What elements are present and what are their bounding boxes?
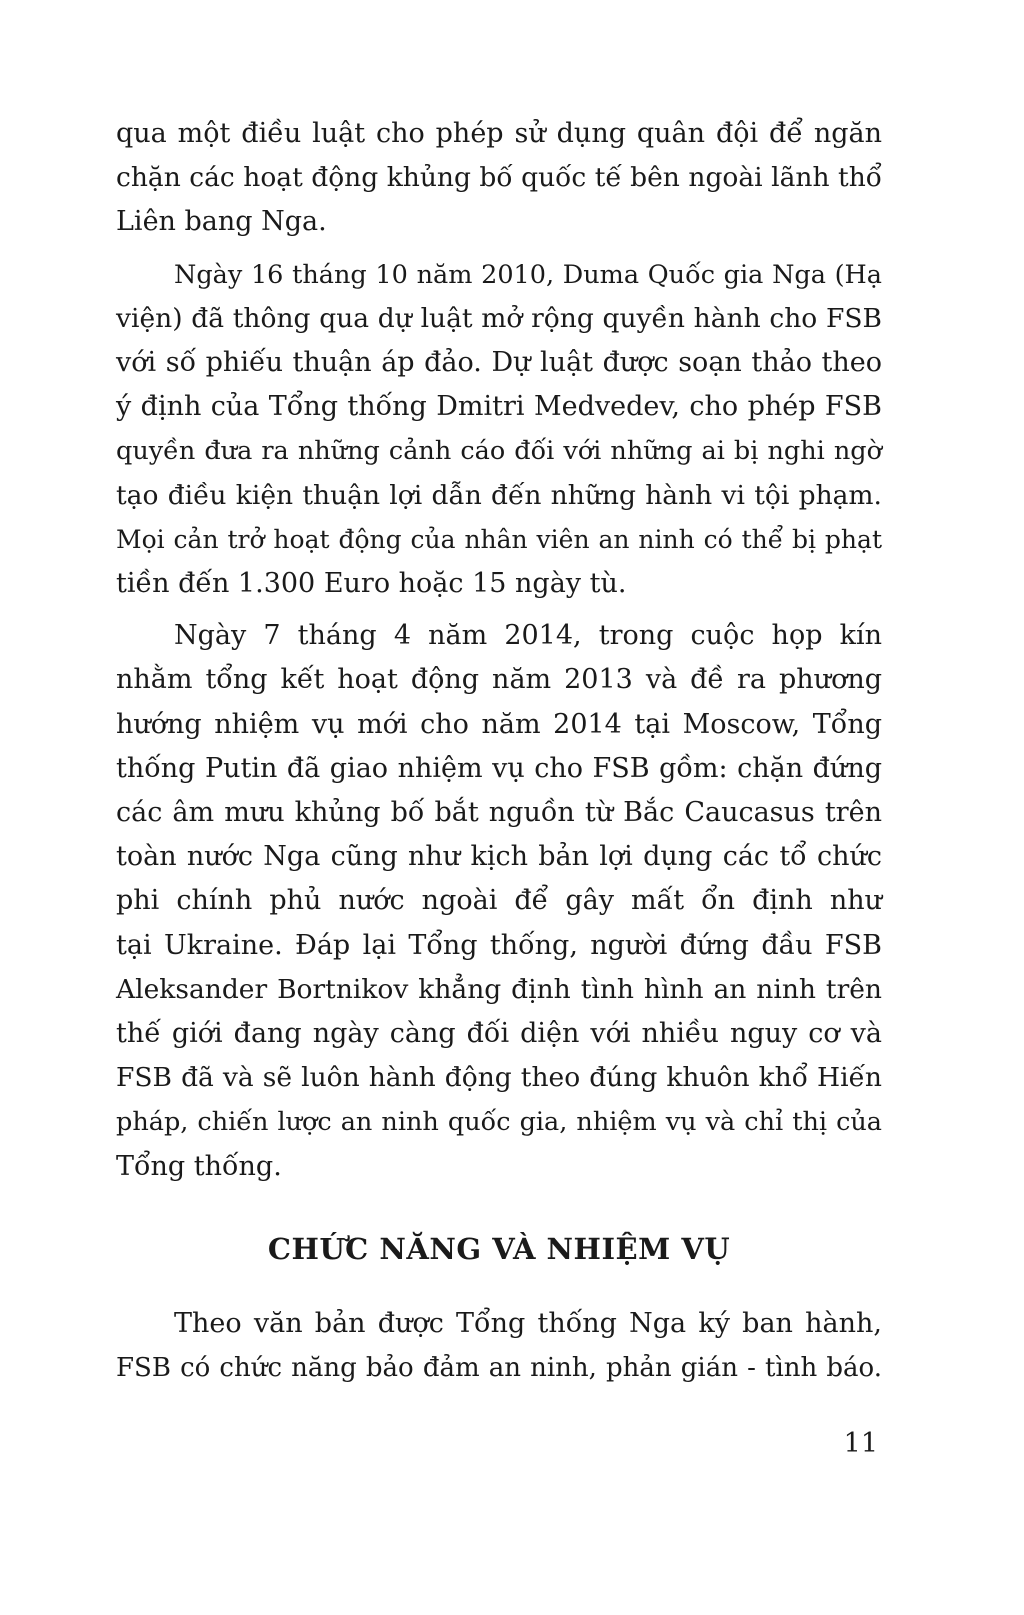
paragraph-1 [116, 112, 882, 245]
text-line: tại Ukraine. Đáp lại Tổng thống, người đứng đầu FSB [116, 929, 882, 961]
text-line: hướng nhiệm vụ mới cho năm 2014 tại Moscow, Tổng [116, 708, 882, 740]
text-line: Ngày 7 tháng 4 năm 2014, trong cuộc họp kín [174, 620, 882, 652]
text-line: Liên bang Nga. [116, 206, 327, 238]
text-line: quyền đưa ra những cảnh cáo đối với những ai bị nghi ngờ [116, 436, 882, 467]
text-line: viện) đã thông qua dự luật mở rộng quyền hành cho FSB [116, 302, 882, 334]
text-line: ý định của Tổng thống Dmitri Medvedev, cho phép FSB [116, 391, 882, 423]
text-line: Theo văn bản được Tổng thống Nga ký ban hành, [174, 1308, 882, 1339]
text-line: FSB đã và sẽ luôn hành động theo đúng khuôn khổ Hiến [116, 1062, 882, 1094]
text-line: Aleksander Bortnikov khẳng định tình hình an ninh trên [116, 973, 882, 1005]
text-line: qua một điều luật cho phép sử dụng quân đội để ngăn [116, 118, 882, 149]
text-line: FSB có chức năng bảo đảm an ninh, phản gián - tình báo. [116, 1353, 882, 1384]
text-line: tạo điều kiện thuận lợi dẫn đến những hành vi tội phạm. [116, 479, 882, 511]
paragraph-2 [116, 253, 882, 607]
text-line: toàn nước Nga cũng như kịch bản lợi dụng các tổ chức [116, 841, 882, 873]
text-line: chặn các hoạt động khủng bố quốc tế bên ngoài lãnh thổ [116, 162, 882, 194]
text-line: nhằm tổng kết hoạt động năm 2013 và đề ra phương [116, 664, 882, 696]
text-line: với số phiếu thuận áp đảo. Dự luật được soạn thảo theo [116, 347, 882, 379]
text-line: thế giới đang ngày càng đối diện với nhiều nguy cơ và [116, 1018, 882, 1050]
text-line: Ngày 16 tháng 10 năm 2010, Duma Quốc gia Nga (Hạ [174, 259, 882, 290]
text-line: Mọi cản trở hoạt động của nhân viên an ninh có thể bị phạt [116, 524, 882, 554]
final-paragraph-block [116, 1302, 882, 1390]
page-body [116, 112, 882, 1189]
text-line: thống Putin đã giao nhiệm vụ cho FSB gồm: chặn đứng [116, 752, 882, 784]
text-line: phi chính phủ nước ngoài để gây mất ổn định như [116, 885, 882, 917]
text-line: các âm mưu khủng bố bắt nguồn từ Bắc Caucasus trên [116, 797, 882, 829]
paragraph-3 [116, 614, 882, 1189]
text-line: tiền đến 1.300 Euro hoặc 15 ngày tù. [116, 568, 627, 600]
text-line: Tổng thống. [116, 1150, 282, 1182]
section-heading: CHỨC NĂNG VÀ NHIỆM VỤ [267, 1232, 731, 1266]
page-number: 11 [843, 1428, 878, 1459]
text-line: pháp, chiến lược an ninh quốc gia, nhiệm vụ và chỉ thị của [116, 1107, 882, 1138]
paragraph-4 [116, 1302, 882, 1390]
